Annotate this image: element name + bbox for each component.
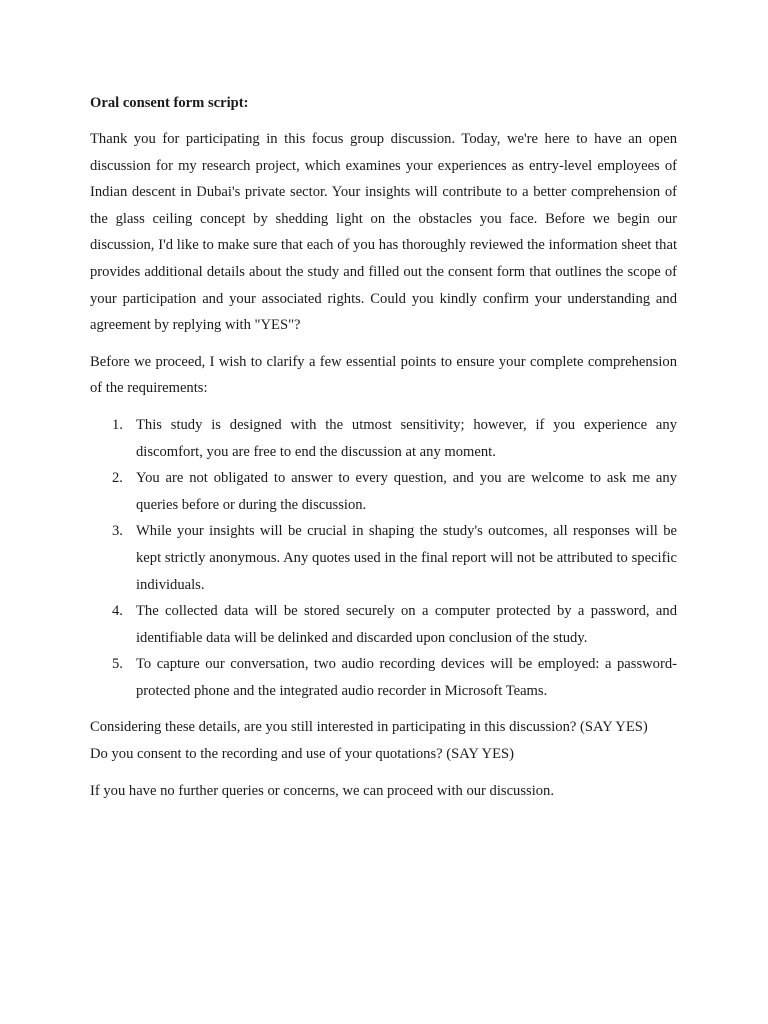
- recording-question: Do you consent to the recording and use of your quotations? (SAY YES): [90, 746, 514, 763]
- closing-paragraph: If you have no further queries or concerns, we can proceed with our discussion.: [90, 782, 555, 799]
- participation-question: Considering these details, are you still interested in participating in this discussion? (SAY YES): [90, 719, 648, 736]
- list-item-text: You are not obligated to answer to every question, and you are welcome to ask me any queries before or during the discussion.: [136, 470, 677, 513]
- list-item-number: 3.: [112, 523, 123, 540]
- list-item-text: The collected data will be stored securely on a computer protected by a password, and identifiable data will be delinked and discarded upon conclusion of the study.: [136, 603, 677, 646]
- list-item: [90, 518, 677, 598]
- document-title: Oral consent form script:: [90, 95, 249, 111]
- list-item: [90, 412, 677, 465]
- consent-questions: [90, 714, 677, 767]
- list-item-number: 1.: [112, 416, 123, 433]
- points-list: [90, 412, 677, 705]
- list-item: [90, 598, 677, 651]
- clarify-paragraph: Before we proceed, I wish to clarify a few essential points to ensure your complete comprehension of the requirements:: [90, 353, 677, 397]
- intro-paragraph: Thank you for participating in this focus group discussion. Today, we're here to have an open discussion for my research project, which examines your experiences as entry-level employees of Indian descent in Dubai's private sector. Your insights will contribute to a better comprehension of the glass ceiling concept by shedding light on the obstacles you face. Before we begin our discussion, I'd like to make sure that each of you has thoroughly reviewed the information sheet that provides additional details about the study and filled out the consent form that outlines the scope of your participation and your associated rights. Could you kindly confirm your understanding and agreement by replying with "YES"?: [90, 131, 677, 334]
- list-item-number: 2.: [112, 470, 123, 487]
- list-item-text: To capture our conversation, two audio recording devices will be employed: a password-protected phone and the integrated audio recorder in Microsoft Teams.: [136, 656, 677, 699]
- list-item-text: While your insights will be crucial in shaping the study's outcomes, all responses will be kept strictly anonymous. Any quotes used in the final report will not be attributed to specific individuals.: [136, 523, 677, 593]
- document-page: [90, 90, 677, 814]
- list-item-number: 5.: [112, 656, 123, 673]
- list-item-number: 4.: [112, 603, 123, 620]
- list-item: [90, 651, 677, 704]
- list-item-text: This study is designed with the utmost sensitivity; however, if you experience any discomfort, you are free to end the discussion at any moment.: [136, 416, 677, 460]
- list-item: [90, 465, 677, 518]
